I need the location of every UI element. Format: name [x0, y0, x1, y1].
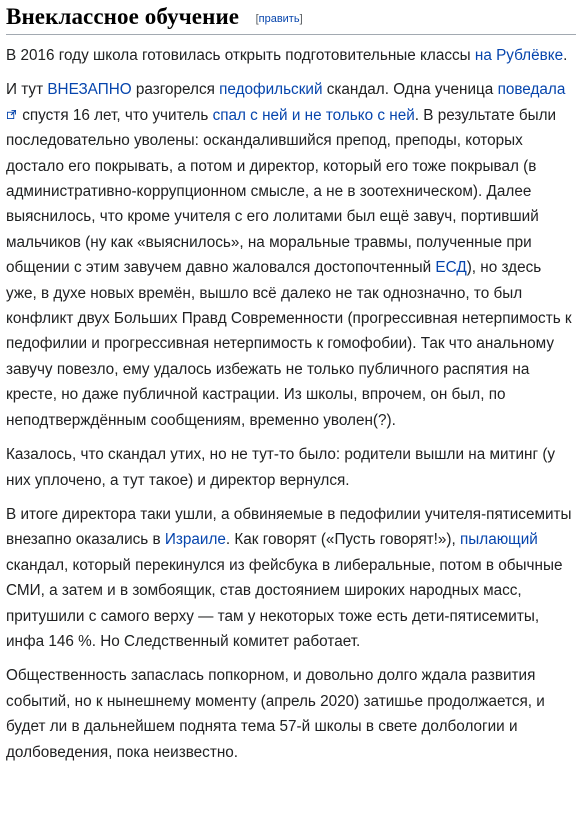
paragraph-4: [6, 502, 576, 654]
paragraph-text: . В результате были последовательно уволены: оскандалившийся препод, преподы, которых достало его покрывать, а потом и директор, который его тоже покрывал (в административно-коррупционном смысле, а не в зоотехническом). Далее выяснилось, что кроме учителя с его лолитами был ещё завуч, портивший мальчиков (ну как «выяснилось», на моральные травмы, полученные при общении с этим завучем давно жаловался достопочтенный: [6, 106, 557, 277]
link-pylayushchiy[interactable]: пылающий: [459, 531, 538, 549]
paragraph-text: скандал. Одна ученица: [322, 81, 498, 99]
paragraph-5: [6, 663, 576, 765]
paragraph-text: скандал, который перекинулся из фейсбука в либеральные, потом в обычные СМИ, а затем и в зомбоящик, став достоянием широких народных масс, притушили с самого верху — там у некоторых тоже есть дети-пятисемиты, инфа 146 %. Но Следственный комитет работает.: [6, 556, 563, 650]
link-esd[interactable]: ЕСД: [435, 259, 467, 277]
paragraph-text: Общественность запаслась попкорном, и довольно долго ждала развития событий, но к нынешнему моменту (апрель 2020) затишье продолжается, и будет ли в дальнейшем поднята тема 57-й школы в свете долбологии и долбоведения, пока неизвестно.: [6, 667, 545, 761]
paragraph-text: . Как говорят («Пусть говорят!»),: [225, 531, 460, 549]
paragraph-text: Казалось, что скандал утих, но не тут-то было: родители вышли на митинг (у них уплочено, а тут такое) и директор вернулся.: [6, 446, 556, 489]
paragraph-1: [6, 43, 576, 68]
paragraph-text: И тут: [6, 81, 48, 99]
edit-section-control: [256, 12, 303, 26]
link-povedala-label: поведала: [497, 81, 566, 99]
edit-bracket-close: ]: [299, 13, 303, 25]
paragraph-text: В 2016 году школа готовилась открыть подготовительные классы: [6, 47, 475, 64]
section-title: Внеклассное обучение: [6, 4, 240, 29]
paragraph-text: разгорелся: [131, 81, 220, 99]
edit-bracket-open: [: [255, 13, 259, 25]
paragraph-3: [6, 442, 576, 493]
section-heading-row: [6, 0, 576, 35]
link-izrail[interactable]: Израиле: [164, 531, 226, 549]
paragraph-text: В итоге директора таки ушли, а обвиняемые в педофилии учителя-пятисемиты внезапно оказались в: [6, 505, 572, 549]
paragraph-text: спустя 16 лет, что учитель: [18, 106, 213, 124]
external-link-icon: [7, 110, 16, 119]
paragraph-2: [6, 77, 576, 433]
paragraph-text: ), но здесь уже, в духе новых времён, вышло всё далеко не так однозначно, то был конфликт двух Больших Правд Современности (прогрессивная нетерпимость к педофилии и прогрессивная нетерпимость к гомофобии). Так что анальному завучу повезло, ему удалось избежать не только публичного распятия на кресте, но даже публичной кастрации. Из школы, впрочем, он был, по неподтверждённым сообщениям, временно уволен(?).: [6, 259, 572, 429]
link-pedofilsky[interactable]: педофильский: [219, 81, 323, 99]
link-vnezapno[interactable]: ВНЕЗАПНО: [47, 81, 132, 99]
link-rublevka[interactable]: на Рублёвке: [474, 47, 564, 64]
link-spal-s-nei[interactable]: спал с ней и не только с ней: [212, 106, 415, 124]
edit-section-link[interactable]: править: [258, 13, 300, 25]
paragraph-text: .: [563, 47, 568, 64]
